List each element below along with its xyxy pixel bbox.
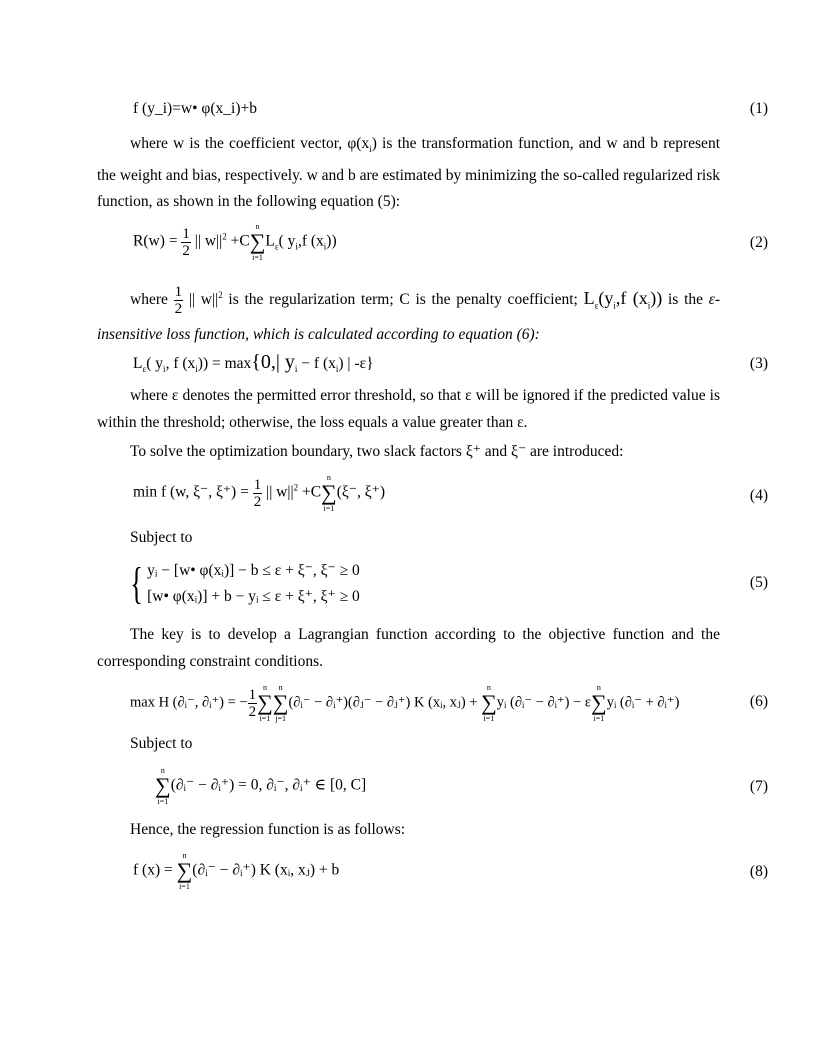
paragraph-1-line-1: where w is the coefficient vector, φ(x [130,135,370,152]
paragraph-slack-factors [97,439,720,466]
eq3-part-c: , f (x [165,355,196,372]
equation-8-lhs: f (x) = [133,861,177,879]
paragraph-2-post: is the [662,291,704,309]
sum-lower-limit: i=1 [259,714,271,723]
constraint-row-2: [w• φ(xᵢ)] + b − yᵢ ≤ ε + ξ⁺, ξ⁺ ≥ 0 [147,588,360,605]
fraction-one-half [181,226,191,259]
fraction-denominator: 2 [253,493,262,510]
equation-6-body [130,683,679,723]
penalty-c: +C [298,483,322,501]
sum-upper-limit: n [326,473,331,482]
sum-lower-limit: i=1 [323,504,335,513]
eq3-part-g: ) | -ε} [338,355,374,372]
summation-y: n ∑ i=1 [481,683,497,723]
equation-7-constraint: (∂ᵢ⁻ − ∂ᵢ⁺) = 0, ∂ᵢ⁻, ∂ᵢ⁺ ∈ [0, C] [170,776,367,794]
sum-upper-limit: n [278,683,283,692]
paragraph-2-mid: is the regularization term; C is the penalty coefficient; [222,291,578,309]
equation-3-body: $L_\varepsilon$( $y_i$, f $(x_i)) = \max\{0,|$ $y_i - f$ $(x_i)$ | -ε} [133,351,374,375]
slack-pair: (ξ⁻, ξ⁺) [336,483,385,501]
eq3-loss-sub: ε [142,364,147,375]
exponent-2: 2 [222,231,227,242]
penalty-c: +C [226,232,250,250]
fraction-one-half-inline [174,284,184,317]
sum-lower-limit: i=1 [252,253,263,262]
eq3-part-b: ( y [146,355,164,372]
fraction-denominator: 2 [248,703,257,720]
paragraph-5-line-2: corresponding constraint conditions. [97,652,323,670]
subject-to-text-1: Subject to [130,529,193,546]
subject-to-label-2 [97,731,720,758]
exponent-2: 2 [293,482,299,493]
subject-to-text-2: Subject to [130,735,193,752]
sum-upper-limit: n [262,683,267,692]
equation-8-body [133,851,339,891]
eq3-part-d: )) = max [197,355,252,372]
fraction-one-half [253,477,263,510]
paragraph-2-line-2: ε-insensitive loss function, which is calculated according to equation (6): [97,291,721,344]
equation-2-lhs: R(w) = [133,232,182,250]
fraction-denominator: 2 [174,301,183,318]
equation-8 [0,851,816,891]
loss-subscript: ε [274,241,279,252]
paragraph-5-line-1: The key is to develop a Lagrangian function according to the objective function and the [130,626,720,643]
equation-4-body [133,473,385,513]
equation-1-body: f (y_i)=w• φ(x_i)+b [133,100,257,117]
sum-upper-limit: n [182,851,187,860]
norm-w-inline: || w|| [183,291,219,309]
equation-4-number: (4) [749,487,768,504]
loss-args-a: ( y [278,232,296,250]
paragraph-1-line-2: the weight and bias, respectively. w and b are estimated by minimizing the so-called regularized [97,166,693,184]
paragraph-1-line-3: risk function, as shown in the following equation (5): [97,166,721,211]
fraction-numerator: 1 [253,476,262,493]
paragraph-regression-function [97,817,720,844]
paragraph-1-line-1b: ) is the transformation function, and w and b represent [371,135,720,152]
equation-4 [0,473,816,513]
equation-1-number: (1) [749,100,768,117]
equation-7 [0,766,816,806]
paragraph-3-line-1: where ε denotes the permitted error threshold, so that ε will be ignored if the predicted value [130,387,706,404]
summation-symbol: n ∑ i=1 [321,473,337,513]
equation-5-number: (5) [749,574,768,591]
sum-upper-limit: n [255,222,260,231]
equation-5-body [126,558,360,610]
norm-w: || w|| [194,232,223,250]
paragraph-3-line-2: is within the threshold; otherwise, the loss equals a value greater than ε. [97,387,720,431]
equation-7-number: (7) [749,778,768,795]
summation-epsilon: n ∑ i=1 [591,683,607,723]
fraction-denominator: 2 [182,242,190,259]
loss-symbol-inline: L [583,288,595,309]
equation-6-epsilon-term: yᵢ (∂ᵢ⁻ + ∂ᵢ⁺) [606,694,680,711]
norm-w: || w|| [266,483,294,501]
paragraph-regularization: where $\frac{1}{2}$ || $w||^2$ is the regularization term; C is the penalty coefficient; $L_\varepsilon(y_i,f$ $(x_i)$) is the ε-insensitive loss function, which is calculated according to equation (6): [97,284,721,344]
equation-2-number: (2) [749,234,768,251]
paragraph-6-text: Hence, the regression function is as follows: [130,821,406,838]
eq3-part-f: − f (x [297,355,336,372]
equation-6-lhs: max H (∂ᵢ⁻, ∂ᵢ⁺) = − [130,694,248,711]
fraction-numerator: 1 [248,686,257,703]
sum-lower-limit: i=1 [483,714,495,723]
loss-args-inline-a: (y [598,288,614,309]
sum-lower-limit: i=1 [593,714,605,723]
paragraph-coefficient-vector: where w is the coefficient vector, $\varphi(x_i)$ is the transformation function, and w and b represent the weight and bias, respectively. w and b are estimated by minimizing the so-called regularized risk function, as shown in the following equation (5): [97,135,721,211]
equation-7-body [155,766,366,806]
summation-symbol: n ∑ i=1 [176,851,193,891]
loss-args-c: )) [326,232,337,250]
sum-lower-limit: j=1 [275,714,286,723]
paragraph-lagrangian [97,622,720,675]
eq3-loss: L [133,355,143,372]
exponent-2-inline: 2 [218,290,223,300]
paragraph-threshold [97,383,720,436]
constraint-row-1: yᵢ − [w• φ(xᵢ)] − b ≤ ε + ξ⁻, ξ⁻ ≥ 0 [147,562,360,579]
equation-6-kernel-term: (∂ᵢ⁻ − ∂ᵢ⁺)(∂ⱼ⁻ − ∂ⱼ⁺) K (xᵢ, xⱼ) + [288,694,482,711]
loss-args-inline-b: ,f (x [615,288,648,309]
sum-lower-limit: i=1 [157,797,169,806]
sum-lower-limit: i=1 [179,882,190,891]
equation-2-body: R(w) = $\frac{1}{2}$ || $w||^2 +C$ n ∑ i=1 $L_\varepsilon$( $y_i,f$ $(x_i)$) [133,222,337,262]
summation-symbol: n ∑ i=1 [155,766,171,806]
summation-symbol: n ∑ i=1 [249,222,266,262]
equation-8-number: (8) [749,863,768,880]
fraction-one-half [248,687,258,720]
equation-6-y-term: yᵢ (∂ᵢ⁻ − ∂ᵢ⁺) − ε [496,694,591,711]
equation-5 [0,558,816,614]
paragraph-4-text: To solve the optimization boundary, two slack factors ξ⁺ and ξ⁻ are introduced: [130,443,624,460]
paragraph-2-pre: where [130,291,168,309]
subject-to-label-1 [97,525,720,552]
loss-args-b: ,f (x [297,232,324,250]
constraint-system [147,558,360,610]
equation-3-number: (3) [749,355,768,372]
sum-upper-limit: n [596,683,601,692]
fraction-numerator: 1 [174,284,183,301]
summation-j: n ∑ j=1 [272,683,289,723]
loss-subscript-inline: ε [594,300,599,311]
left-brace: { [130,559,143,608]
equation-6-number: (6) [749,693,768,710]
eq3-part-e: {0,| y [251,351,295,373]
loss-args-inline-c: )) [650,288,663,309]
loss-symbol: L [265,232,275,250]
equation-6 [0,683,816,723]
summation-i: n ∑ i=1 [257,683,273,723]
fraction-numerator: 1 [182,225,190,242]
equation-4-lhs: min f (w, ξ⁻, ξ⁺) = [133,483,253,501]
sum-upper-limit: n [160,766,165,775]
sum-upper-limit: n [486,683,491,692]
equation-8-regression: (∂ᵢ⁻ − ∂ᵢ⁺) K (xᵢ, xⱼ) + b [192,861,340,879]
equation-2 [0,222,816,262]
